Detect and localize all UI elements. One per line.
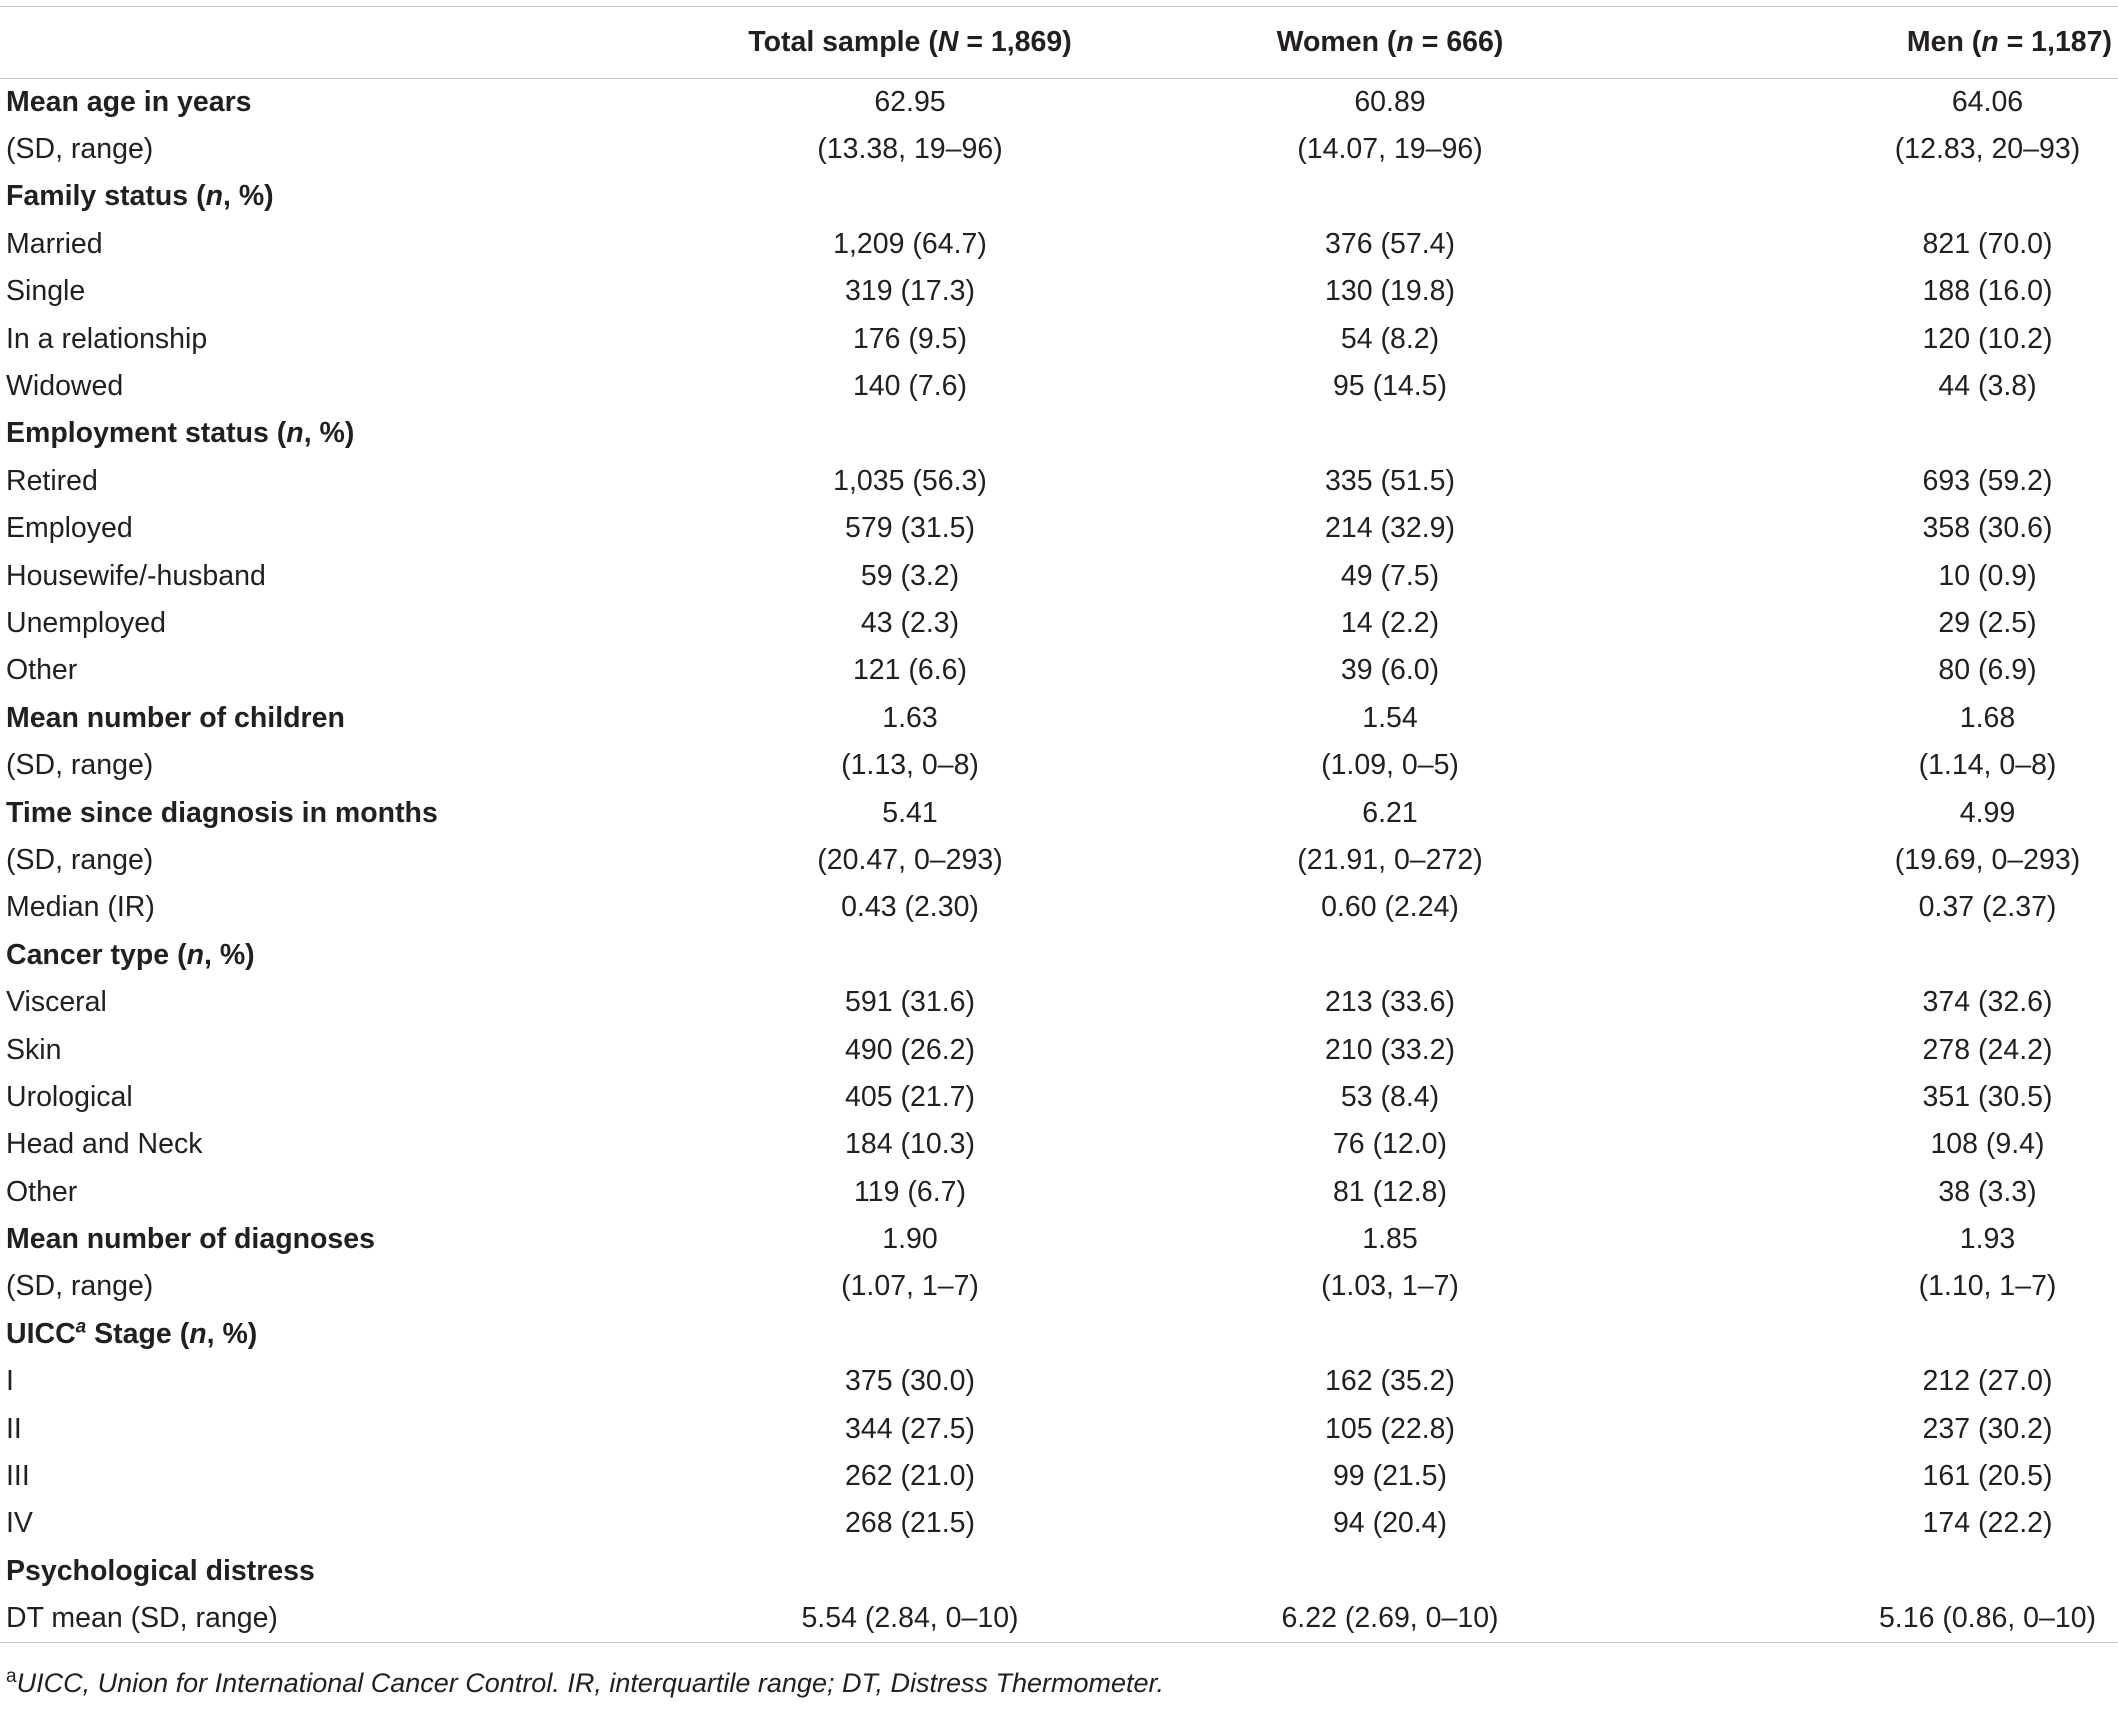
cell-men-container: [1680, 1121, 2118, 1168]
cell-men: 108 (9.4): [1930, 1128, 2045, 1161]
cell-men: (1.14, 0–8): [1918, 749, 2057, 782]
row-label: (SD, range): [6, 843, 154, 876]
cell-total: 176 (9.5): [852, 322, 968, 355]
row-label: IV: [6, 1507, 33, 1540]
cell-women: 130 (19.8): [1325, 275, 1455, 308]
cell-women: 376 (57.4): [1325, 227, 1455, 260]
cell-men-container: [1680, 932, 2118, 979]
cell-men-container: [1680, 742, 2118, 789]
label-part: Cancer type (: [6, 938, 187, 971]
cell-men: 374 (32.6): [1922, 986, 2053, 1019]
section-row: [0, 79, 2118, 126]
cell-men: 80 (6.9): [1938, 654, 2037, 687]
cell-men: 38 (3.3): [1938, 1175, 2037, 1208]
label-italic-var: n: [205, 180, 223, 213]
cell-total: 405 (21.7): [845, 1080, 975, 1113]
header-women-suffix: = 666): [1413, 26, 1504, 58]
table-row: [0, 1026, 2118, 1073]
header-men-prefix: Men (: [1906, 26, 1982, 58]
cell-total: 62.95: [874, 85, 946, 118]
header-women: [1100, 7, 1680, 79]
table-row: [0, 1168, 2118, 1215]
row-label: Housewife/-husband: [6, 559, 266, 592]
row-label: In a relationship: [6, 322, 208, 355]
label-part: Family status (: [6, 180, 206, 213]
cell-men: 4.99: [1959, 796, 2016, 829]
header-row: [0, 7, 2118, 79]
header-women-var: n: [1396, 26, 1414, 58]
cell-men: 358 (30.6): [1922, 512, 2053, 545]
cell-total: [720, 410, 1100, 457]
table-row: [0, 1595, 2118, 1642]
row-label: (SD, range): [6, 133, 154, 166]
cell-men-container: [1680, 1453, 2118, 1500]
cell-men-container: [1680, 315, 2118, 362]
section-row: [0, 1216, 2118, 1263]
footnote-text: UICC, Union for International Cancer Control. IR, interquartile range; DT, Distress Thermometer.: [16, 1668, 1165, 1698]
cell-men: 29 (2.5): [1938, 606, 2037, 639]
cell-women: 39 (6.0): [1340, 654, 1440, 687]
cell-men: 821 (70.0): [1922, 227, 2053, 260]
cell-men: 10 (0.9): [1938, 559, 2037, 592]
section-row: [0, 695, 2118, 742]
label-italic-var: n: [186, 938, 204, 971]
label-part: Employment status (: [6, 417, 287, 450]
row-label: Other: [6, 654, 78, 687]
cell-women: 94 (20.4): [1332, 1507, 1448, 1540]
cell-men-container: [1680, 268, 2118, 315]
cell-total: 1,209 (64.7): [833, 227, 987, 260]
cell-total: 262 (21.0): [845, 1460, 975, 1493]
footnote-marker-ref: a: [75, 1316, 87, 1338]
cell-men: 351 (30.5): [1922, 1080, 2053, 1113]
row-label: (SD, range): [6, 749, 154, 782]
cell-women: 213 (33.6): [1325, 986, 1455, 1019]
row-label: Other: [6, 1175, 78, 1208]
cell-total: (1.13, 0–8): [841, 749, 979, 782]
table-row: [0, 126, 2118, 173]
cell-men-container: [1680, 1311, 2118, 1358]
cell-men-container: [1680, 837, 2118, 884]
cell-total: (1.07, 1–7): [841, 1270, 979, 1303]
cell-men: (12.83, 20–93): [1894, 133, 2081, 166]
footnote-marker: a: [6, 1666, 17, 1687]
cell-women: 54 (8.2): [1340, 322, 1440, 355]
table-row: [0, 837, 2118, 884]
row-label: Employed: [6, 512, 133, 545]
cell-women: 81 (12.8): [1332, 1175, 1448, 1208]
cell-women: 53 (8.4): [1340, 1080, 1440, 1113]
cell-total: 375 (30.0): [845, 1365, 975, 1398]
table-row: [0, 884, 2118, 931]
cell-men: (19.69, 0–293): [1894, 843, 2081, 876]
cell-men: 5.16 (0.86, 0–10): [1878, 1601, 2097, 1634]
table-row: [0, 647, 2118, 694]
cell-total: [720, 1311, 1100, 1358]
cell-men: 0.37 (2.37): [1918, 891, 2057, 924]
cell-total: 121 (6.6): [852, 654, 968, 687]
cell-men: 278 (24.2): [1922, 1033, 2053, 1066]
demographics-table: [0, 6, 2118, 1643]
table-row: [0, 1074, 2118, 1121]
table-row: [0, 1358, 2118, 1405]
section-label: [0, 932, 720, 979]
cell-total: 5.54 (2.84, 0–10): [720, 1595, 1100, 1642]
cell-women: (1.09, 0–5): [1321, 749, 1459, 782]
label-italic-var: n: [189, 1317, 207, 1350]
row-label: I: [6, 1365, 14, 1398]
cell-women: 6.22 (2.69, 0–10): [1100, 1595, 1680, 1642]
header-stub: [0, 7, 720, 79]
row-label: Unemployed: [6, 606, 167, 639]
cell-men-container: [1680, 1548, 2118, 1595]
cell-total: 59 (3.2): [860, 559, 960, 592]
cell-men-container: [1680, 647, 2118, 694]
cell-total: 0.43 (2.30): [841, 891, 979, 924]
cell-total: (13.38, 19–96): [817, 133, 1003, 166]
section-row: [0, 1311, 2118, 1358]
cell-women: 14 (2.2): [1340, 606, 1440, 639]
cell-men-container: [1680, 505, 2118, 552]
row-label: Median (IR): [6, 891, 155, 924]
section-label: Psychological distress: [6, 1554, 315, 1587]
cell-total: 140 (7.6): [852, 370, 968, 403]
row-label: Retired: [6, 464, 98, 497]
cell-men: 212 (27.0): [1922, 1365, 2053, 1398]
cell-women: 0.60 (2.24): [1321, 891, 1459, 924]
cell-total: 579 (31.5): [845, 512, 975, 545]
row-label: III: [6, 1460, 30, 1493]
cell-men: 161 (20.5): [1922, 1460, 2053, 1493]
cell-total: 1.90: [882, 1223, 938, 1256]
row-label: Widowed: [6, 370, 124, 403]
header-total-prefix: Total sample (: [748, 26, 938, 58]
cell-men: 64.06: [1951, 85, 2024, 118]
cell-total: 1,035 (56.3): [833, 464, 987, 497]
row-label: Visceral: [6, 986, 107, 1019]
row-label: DT mean (SD, range): [0, 1595, 720, 1642]
section-label: [0, 410, 720, 457]
table-row: [0, 742, 2118, 789]
cell-men: 693 (59.2): [1922, 464, 2053, 497]
cell-men-container: [1680, 126, 2118, 173]
cell-men-container: [1680, 1358, 2118, 1405]
cell-women: 49 (7.5): [1340, 559, 1440, 592]
section-label: [0, 173, 720, 220]
cell-men: 174 (22.2): [1922, 1507, 2053, 1540]
table-row: [0, 458, 2118, 505]
cell-total: [720, 932, 1100, 979]
cell-total: 344 (27.5): [845, 1412, 975, 1445]
cell-men-container: [1680, 1595, 2118, 1642]
table-row: [0, 1453, 2118, 1500]
cell-women: 99 (21.5): [1332, 1460, 1448, 1493]
cell-women: [1100, 1548, 1680, 1595]
cell-women: 95 (14.5): [1332, 370, 1448, 403]
header-total-var: N: [937, 26, 959, 58]
cell-women: [1100, 173, 1680, 220]
cell-women: 1.85: [1362, 1223, 1418, 1256]
cell-total: [720, 173, 1100, 220]
cell-men-container: [1680, 363, 2118, 410]
table-row: [0, 1500, 2118, 1547]
header-women-prefix: Women (: [1276, 26, 1397, 58]
cell-men-container: [1680, 552, 2118, 599]
cell-men: (1.10, 1–7): [1918, 1270, 2057, 1303]
table-row: [0, 505, 2118, 552]
cell-women: 6.21: [1362, 796, 1418, 829]
section-row: [0, 932, 2118, 979]
section-label: [0, 1311, 720, 1358]
cell-men-container: [1680, 884, 2118, 931]
cell-total: 119 (6.7): [854, 1175, 966, 1208]
cell-men-container: [1680, 79, 2118, 126]
cell-men-container: [1680, 1216, 2118, 1263]
row-label: Skin: [6, 1033, 62, 1066]
cell-men-container: [1680, 1026, 2118, 1073]
cell-women: (21.91, 0–272): [1297, 843, 1483, 876]
label-part: Stage (: [86, 1317, 190, 1350]
section-label: Mean number of diagnoses: [6, 1223, 375, 1256]
table-row: [0, 268, 2118, 315]
label-part: , %): [303, 417, 355, 450]
cell-women: (1.03, 1–7): [1321, 1270, 1459, 1303]
cell-total: 1.63: [882, 701, 938, 734]
section-row: [0, 1548, 2118, 1595]
header-men-var: n: [1981, 26, 1999, 58]
cell-men-container: [1680, 600, 2118, 647]
cell-total: 268 (21.5): [845, 1507, 975, 1540]
cell-total: 319 (17.3): [845, 275, 975, 308]
table-row: [0, 1121, 2118, 1168]
cell-women: [1100, 410, 1680, 457]
row-label: Single: [6, 275, 86, 308]
section-label: Time since diagnosis in months: [6, 796, 438, 829]
cell-men-container: [1680, 1168, 2118, 1215]
section-row: [0, 173, 2118, 220]
table-row: [0, 1405, 2118, 1452]
cell-women: [1100, 1311, 1680, 1358]
row-label: (SD, range): [6, 1270, 154, 1303]
cell-total: 591 (31.6): [845, 986, 975, 1019]
label-italic-var: n: [286, 417, 304, 450]
header-total-sample: [720, 7, 1100, 79]
section-label: Mean number of children: [6, 701, 345, 734]
table-row: [0, 552, 2118, 599]
cell-men: 1.93: [1959, 1223, 2016, 1256]
cell-total: 184 (10.3): [845, 1128, 975, 1161]
section-row: [0, 789, 2118, 836]
table-row: [0, 600, 2118, 647]
cell-total: [720, 1548, 1100, 1595]
table-header: [0, 7, 2118, 79]
cell-men: 188 (16.0): [1922, 275, 2053, 308]
row-label: II: [6, 1412, 22, 1445]
table-row: [0, 1263, 2118, 1310]
cell-men-container: [1680, 1263, 2118, 1310]
cell-men-container: [1680, 695, 2118, 742]
section-row: [0, 410, 2118, 457]
cell-women: 335 (51.5): [1325, 464, 1455, 497]
cell-women: 1.54: [1362, 701, 1418, 734]
table-footnote: [6, 1668, 1164, 1699]
cell-women: 214 (32.9): [1325, 512, 1455, 545]
cell-men-container: [1680, 789, 2118, 836]
cell-men: 237 (30.2): [1922, 1412, 2053, 1445]
label-part: , %): [222, 180, 274, 213]
label-part: UICC: [6, 1317, 76, 1350]
cell-women: 210 (33.2): [1325, 1033, 1455, 1066]
label-part: , %): [203, 938, 255, 971]
table-row: [0, 363, 2118, 410]
row-label: Married: [6, 227, 103, 260]
cell-men: 44 (3.8): [1938, 370, 2037, 403]
cell-total: 43 (2.3): [860, 606, 960, 639]
cell-men-container: [1680, 173, 2118, 220]
cell-women: [1100, 932, 1680, 979]
cell-women: 162 (35.2): [1325, 1365, 1455, 1398]
header-total-suffix: = 1,869): [958, 26, 1072, 58]
cell-men-container: [1680, 221, 2118, 268]
row-label: Urological: [6, 1080, 133, 1113]
table-row: [0, 315, 2118, 362]
table-row: [0, 221, 2118, 268]
cell-men: 1.68: [1959, 701, 2016, 734]
cell-men: 120 (10.2): [1922, 322, 2053, 355]
cell-men-container: [1680, 1074, 2118, 1121]
cell-men-container: [1680, 1500, 2118, 1547]
label-part: , %): [206, 1317, 258, 1350]
cell-total: (20.47, 0–293): [817, 843, 1003, 876]
row-label: Head and Neck: [6, 1128, 203, 1161]
cell-men-container: [1680, 1405, 2118, 1452]
table-row: [0, 979, 2118, 1026]
cell-women: 60.89: [1354, 85, 1426, 118]
cell-women: 76 (12.0): [1332, 1128, 1448, 1161]
cell-men-container: [1680, 458, 2118, 505]
header-men-suffix: = 1,187): [1998, 26, 2112, 58]
cell-men-container: [1680, 979, 2118, 1026]
cell-total: 490 (26.2): [845, 1033, 975, 1066]
table-body: [0, 79, 2118, 1643]
header-men: [1680, 7, 2118, 79]
section-label: Mean age in years: [6, 85, 252, 118]
cell-women: (14.07, 19–96): [1297, 133, 1483, 166]
cell-men-container: [1680, 410, 2118, 457]
cell-total: 5.41: [882, 796, 938, 829]
cell-women: 105 (22.8): [1325, 1412, 1455, 1445]
